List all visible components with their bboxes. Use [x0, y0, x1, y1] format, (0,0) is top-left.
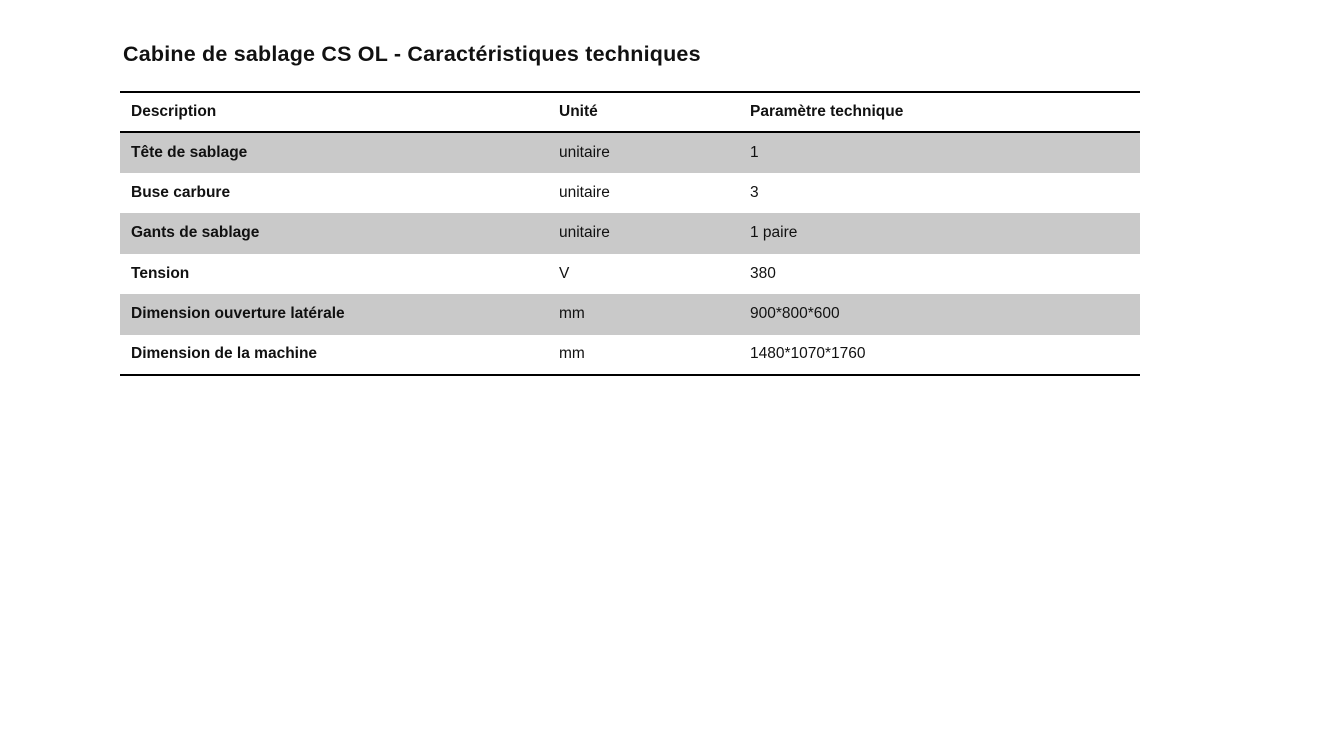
row-unit: unitaire — [559, 183, 610, 201]
table-row — [120, 294, 1140, 335]
row-description: Tête de sablage — [131, 143, 248, 161]
column-header-unit: Unité — [559, 103, 598, 120]
row-param: 3 — [750, 183, 759, 201]
row-description: Tension — [131, 264, 190, 282]
row-description: Dimension ouverture latérale — [131, 305, 345, 323]
row-description: Dimension de la machine — [131, 345, 318, 363]
table-row — [120, 213, 1140, 254]
column-header-description: Description — [131, 103, 217, 120]
row-unit: mm — [559, 345, 585, 363]
column-header-param: Paramètre technique — [750, 103, 904, 120]
row-unit: unitaire — [559, 224, 610, 242]
page-title: Cabine de sablage CS OL - Caractéristiques techniques — [123, 42, 701, 66]
table-row — [120, 335, 1140, 376]
row-unit: mm — [559, 305, 585, 323]
row-description: Gants de sablage — [131, 224, 260, 242]
row-param: 380 — [750, 264, 776, 282]
table-row — [120, 132, 1140, 173]
table-row — [120, 254, 1140, 295]
row-param: 900*800*600 — [750, 305, 840, 323]
row-description: Buse carbure — [131, 183, 231, 201]
table-header-row — [120, 92, 1140, 132]
row-param: 1480*1070*1760 — [750, 345, 866, 363]
spec-table — [120, 91, 1140, 376]
row-unit: unitaire — [559, 143, 610, 161]
row-unit: V — [559, 264, 570, 282]
row-param: 1 — [750, 143, 759, 161]
table-row — [120, 173, 1140, 214]
row-param: 1 paire — [750, 224, 798, 242]
